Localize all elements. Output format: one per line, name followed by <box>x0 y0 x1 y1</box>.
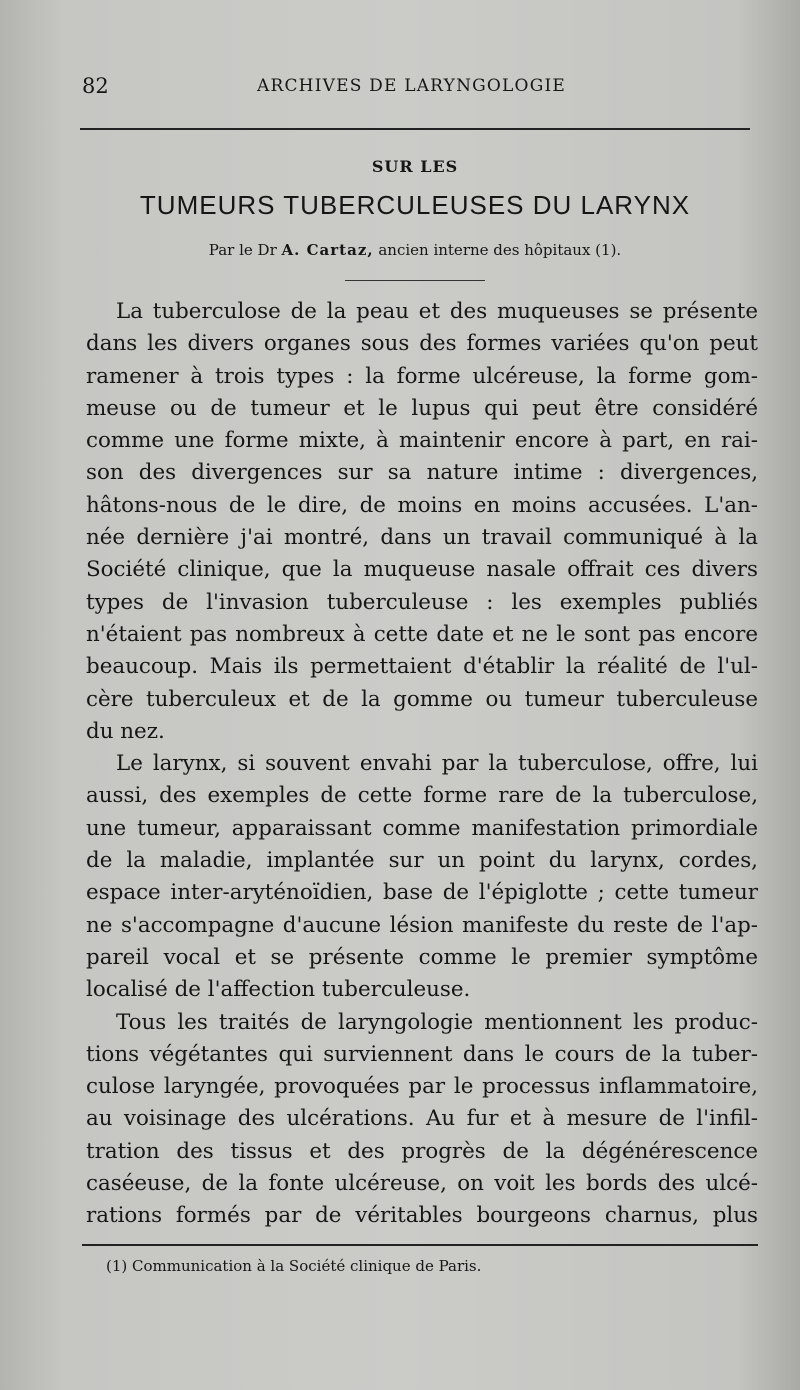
body-line: une tumeur, apparaissant comme manifestation primordiale <box>86 815 758 841</box>
running-title: ARCHIVES DE LARYNGOLOGIE <box>257 76 566 96</box>
body-line: culose laryngée, provoquées par le processus inflammatoire, <box>86 1074 758 1100</box>
body-line: hâtons-nous de le dire, de moins en moins accusées. L'an- <box>86 492 758 518</box>
body-line: n'étaient pas nombreux à cette date et ne le sont pas encore <box>86 621 758 647</box>
body-line: au voisinage des ulcérations. Au fur et à mesure de l'infil- <box>86 1106 758 1132</box>
body-line: localisé de l'affection tuberculeuse. <box>86 977 471 1003</box>
article-body <box>86 296 758 1233</box>
body-line: rations formés par de véritables bourgeons charnus, plus <box>86 1203 758 1229</box>
footnote: (1) Communication à la Société clinique de Paris. <box>106 1257 482 1275</box>
title-separator-rule <box>345 280 485 281</box>
body-line: du nez. <box>86 718 165 744</box>
body-line: Tous les traités de laryngologie mentionnent les produc- <box>116 1009 758 1035</box>
header-rule <box>80 128 750 130</box>
body-line: meuse ou de tumeur et le lupus qui peut être considéré <box>86 395 758 421</box>
body-line: de la maladie, implantée sur un point du larynx, cordes, <box>86 848 758 874</box>
body-line: ramener à trois types : la forme ulcéreuse, la forme gom- <box>86 363 758 389</box>
body-line: Le larynx, si souvent envahi par la tuberculose, offre, lui <box>116 751 758 777</box>
article-pre-title: SUR LES <box>371 157 459 176</box>
body-line: cère tuberculeux et de la gomme ou tumeur tuberculeuse <box>86 686 758 712</box>
body-line: dans les divers organes sous des formes variées qu'on peut <box>86 331 758 357</box>
body-line: types de l'invasion tuberculeuse : les exemples publiés <box>86 589 758 615</box>
body-line: comme une forme mixte, à maintenir encore à part, en rai- <box>86 428 758 454</box>
article-title: TUMEURS TUBERCULEUSES DU LARYNX <box>139 190 691 220</box>
byline-prefix: Par le Dr <box>208 241 277 259</box>
page-number: 82 <box>82 74 109 98</box>
body-line: ne s'accompagne d'aucune lésion manifeste du reste de l'ap- <box>86 912 758 938</box>
body-line: son des divergences sur sa nature intime : divergences, <box>86 460 758 486</box>
footnote-rule <box>82 1244 758 1246</box>
body-line: Société clinique, que la muqueuse nasale offrait ces divers <box>86 557 758 583</box>
article-byline <box>0 241 800 259</box>
body-line: née dernière j'ai montré, dans un travail communiqué à la <box>86 525 758 551</box>
body-line: tions végétantes qui surviennent dans le cours de la tuber- <box>86 1041 758 1067</box>
body-line: pareil vocal et se présente comme le premier symptôme <box>86 944 758 970</box>
byline-suffix: ancien interne des hôpitaux (1). <box>378 241 622 259</box>
body-line: La tuberculose de la peau et des muqueuses se présente <box>116 299 758 324</box>
body-line: beaucoup. Mais ils permettaient d'établir la réalité de l'ul- <box>86 654 758 680</box>
body-line: aussi, des exemples de cette forme rare de la tuberculose, <box>86 783 758 809</box>
body-line: caséeuse, de la fonte ulcéreuse, on voit les bords des ulcé- <box>86 1171 758 1197</box>
page-header <box>82 70 762 106</box>
byline-author: A. Cartaz, <box>281 241 374 259</box>
body-line: tration des tissus et des progrès de la dégénérescence <box>86 1138 758 1164</box>
body-line: espace inter-aryténoïdien, base de l'épiglotte ; cette tumeur <box>86 880 758 906</box>
